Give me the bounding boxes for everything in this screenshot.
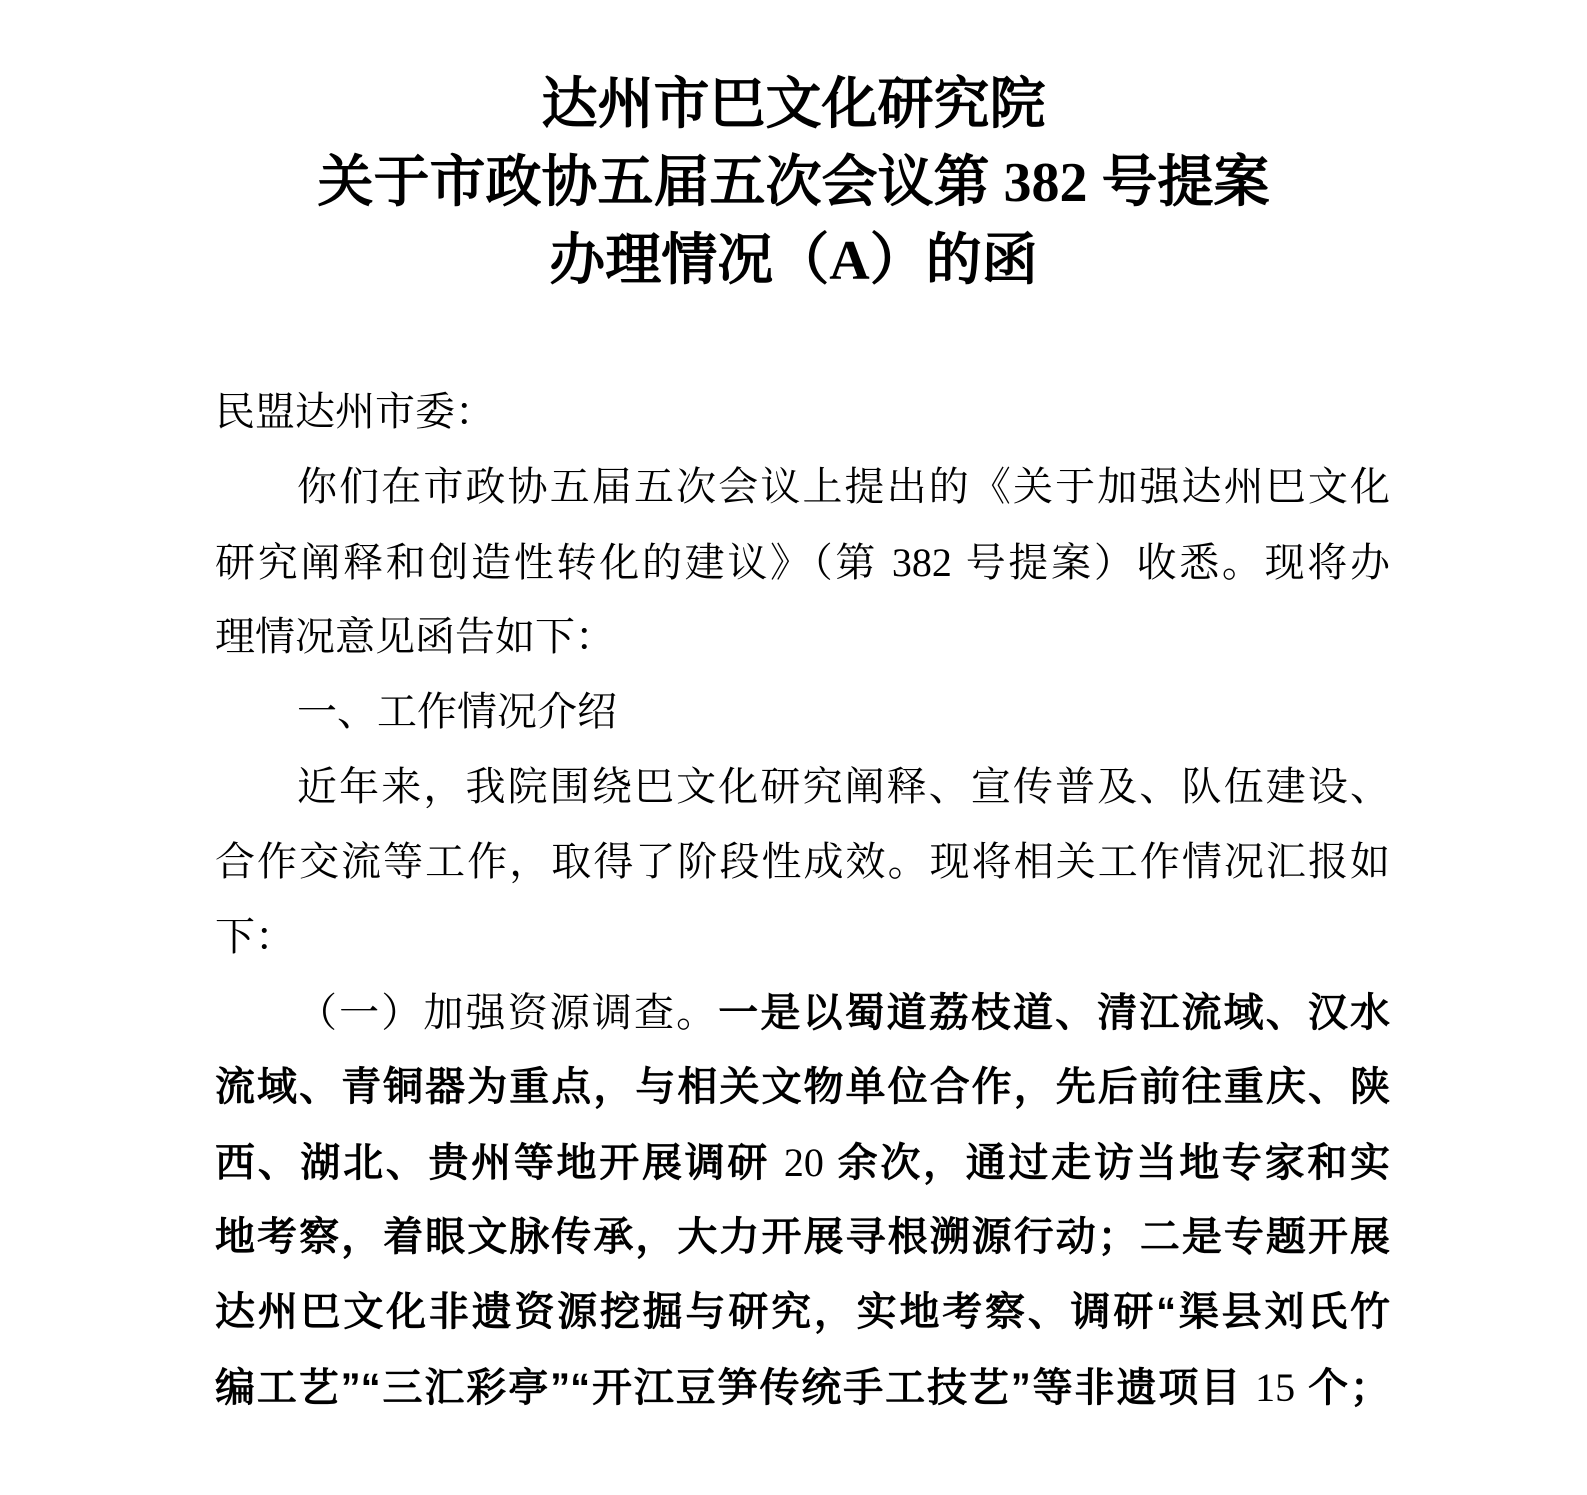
doc-line	[215, 825, 1390, 900]
text-segment-bold: 编工艺”“三汇彩亭”“开江豆笋传统手工技艺”等非遗项目	[215, 1366, 1256, 1410]
doc-line	[215, 675, 1390, 750]
text-segment-bold: 余次，通过走访当地专家和实	[823, 1141, 1390, 1185]
text-segment-body: 你们在市政协五届五次会议上提出的《关于加强达州巴文化	[297, 465, 1390, 509]
doc-line	[215, 1050, 1390, 1125]
doc-line	[215, 900, 1390, 975]
text-segment-bold: 达州巴文化非遗资源挖掘与研究，实地考察、调研“渠县刘氏竹	[215, 1290, 1390, 1334]
text-segment-num: 382	[891, 540, 952, 585]
doc-line	[215, 525, 1390, 600]
doc-line	[215, 750, 1390, 825]
title-line-2: 关于市政协五届五次会议第 382 号提案	[317, 152, 1270, 214]
doc-line	[215, 1200, 1390, 1275]
doc-line	[215, 450, 1390, 525]
text-segment-body: 理情况意见函告如下：	[215, 615, 615, 659]
title-line-3: 办理情况（A）的函	[549, 230, 1038, 292]
text-segment-num: 20	[783, 1140, 824, 1185]
document-title	[0, 0, 1587, 300]
text-segment-body: 合作交流等工作，取得了阶段性成效。现将相关工作情况汇报如	[215, 840, 1390, 884]
text-segment-bold: 一是以蜀道荔枝道、清江流域、汉水	[718, 991, 1390, 1035]
doc-line	[215, 600, 1390, 675]
text-segment-bold: 流域、青铜器为重点，与相关文物单位合作，先后前往重庆、陕	[215, 1065, 1390, 1109]
doc-line	[215, 1125, 1390, 1200]
text-segment-body: 下：	[215, 915, 295, 959]
text-segment-num: 15	[1255, 1365, 1296, 1410]
doc-line	[215, 1275, 1390, 1350]
document-body	[215, 300, 1390, 1425]
doc-line	[215, 975, 1390, 1050]
text-segment-bold: 西、湖北、贵州等地开展调研	[215, 1141, 784, 1185]
text-segment-bold: 地考察，着眼文脉传承，大力开展寻根溯源行动；二是专题开展	[215, 1215, 1390, 1259]
doc-line	[215, 1350, 1390, 1425]
doc-line	[215, 375, 1390, 450]
text-segment-body: 研究阐释和创造性转化的建议》（第	[215, 541, 892, 585]
text-segment-body: 一、工作情况介绍	[297, 690, 617, 734]
title-line-1: 达州市巴文化研究院	[541, 74, 1046, 136]
text-segment-body: 民盟达州市委：	[215, 390, 495, 434]
text-segment-bold: 个；	[1295, 1366, 1390, 1410]
text-segment-body: 近年来，我院围绕巴文化研究阐释、宣传普及、队伍建设、	[297, 765, 1390, 809]
text-segment-kai: （一）加强资源调查。	[297, 990, 719, 1035]
text-segment-body: 号提案）收悉。现将办	[951, 541, 1390, 585]
